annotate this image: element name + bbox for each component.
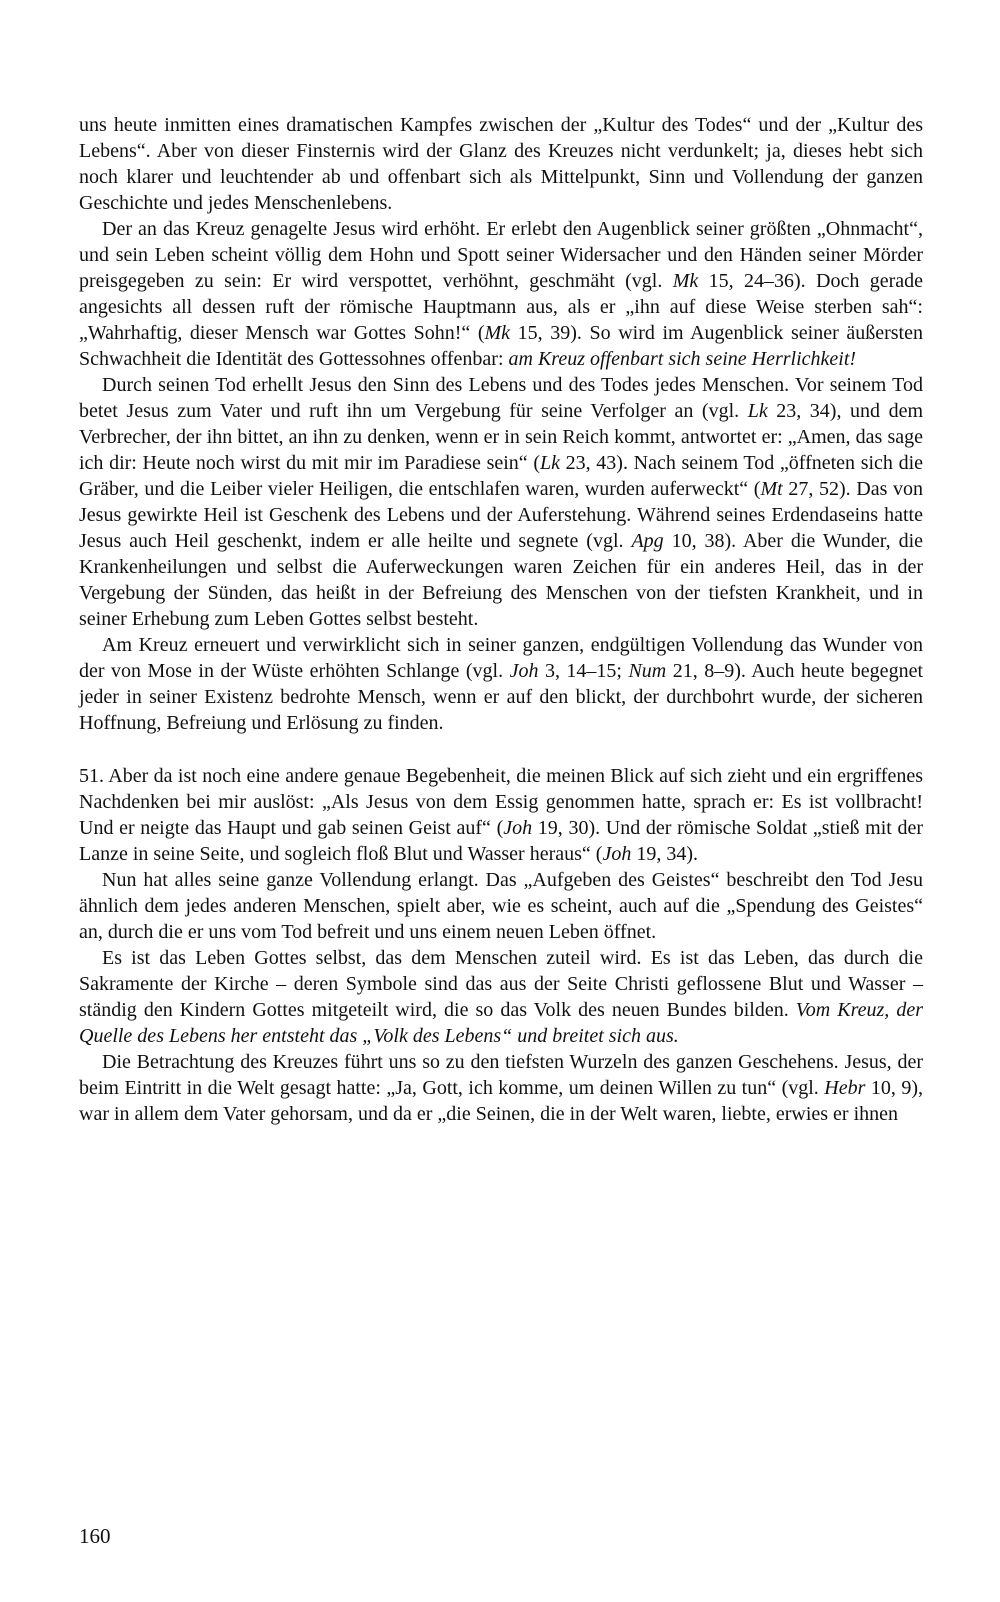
text-run: Die Betrachtung des Kreuzes führt uns so zu den tiefsten Wurzeln des ganzen Geschehens. Jesus, der beim Eintritt in die Welt gesagt hatte: „Ja, Gott, ich komme, um deinen Willen zu tun“ (vgl.: [79, 1051, 923, 1099]
italic-text: Lk: [747, 400, 768, 422]
text-run: Es ist das Leben Gottes selbst, das dem Menschen zuteil wird. Es ist das Leben, das durch die Sakramente der Kirche – deren Symbole sind das aus der Seite Christi geflossene Blut und Wasser – ständig den Kindern Gottes mitgeteilt wird, die so das Volk des neuen Bundes bilden.: [79, 947, 923, 1021]
text-run: 10, 38). Aber die Wunder, die Krankenheilungen und selbst die Auferweckungen waren Zeichen für ein anderes Heil, das in der Vergebung der Sünden, das heißt in der Befreiung des Menschen von der tiefsten Krankheit, und in seiner Erhebung zum Leben Gottes selbst besteht.: [79, 530, 924, 630]
italic-text: Joh: [509, 660, 539, 682]
page-number: 160: [79, 1524, 111, 1548]
text-run: 10, 9), war in allem dem Vater gehorsam, und da er „die Seinen, die in der Welt waren, liebte, erwies er ihnen: [79, 1077, 923, 1125]
text-run: Durch seinen Tod erhellt Jesus den Sinn des Lebens und des Todes jedes Menschen. Vor seinem Tod betet Jesus zum Vater und ruft ihn um Vergebung für seine Verfolger an (vgl.: [79, 374, 923, 422]
italic-text: Apg: [631, 530, 664, 552]
paragraph: [79, 945, 923, 1049]
text-run: 3, 14–15;: [538, 660, 629, 682]
paragraph: [79, 372, 923, 632]
text-run: Der an das Kreuz genagelte Jesus wird erhöht. Er erlebt den Augenblick seiner größten „Ohnmacht“, und sein Leben scheint völlig dem Hohn und Spott seiner Widersacher und den Händen seiner Mörder preisgegeben zu sein: Er wird verspottet, verhöhnt, geschmäht (vgl.: [79, 218, 923, 292]
text-run: 19, 30). Und der römische Soldat „stieß mit der Lanze in seine Seite, und sogleich floß Blut und Wasser heraus“ (: [79, 817, 923, 865]
text-run: 15, 39). So wird im Augenblick seiner äußersten Schwachheit die Identität des Gottessohnes offenbar:: [79, 322, 923, 370]
paragraph-section-51: [79, 763, 923, 867]
text-run: 27, 52). Das von Jesus gewirkte Heil ist Geschenk des Lebens und der Auferstehung. Während seines Erdendaseins hatte Jesus auch Heil geschenkt, indem er alle heilte und segnete (vgl.: [79, 478, 924, 552]
text-run: 21, 8–9). Auch heute begegnet jeder in seiner Existenz bedrohte Mensch, wenn er auf den blickt, der durchbohrt wurde, der sicheren Hoffnung, Befreiung und Erlösung zu finden.: [79, 660, 923, 734]
italic-text: Vom Kreuz, der Quelle des Lebens her entsteht das „Volk des Lebens“ und breitet sich aus.: [79, 999, 923, 1047]
page-body: [79, 112, 923, 1127]
italic-text: Joh: [602, 843, 632, 865]
italic-text: Lk: [540, 452, 560, 474]
italic-text: Num: [628, 660, 667, 682]
text-run: 51. Aber da ist noch eine andere genaue Begebenheit, die meinen Blick auf sich zieht und ein ergriffenes Nachdenken bei mir auslöst: „Als Jesus von dem Essig genommen hatte, sprach er: Es ist vollbracht! Und er neigte das Haupt und gab seinen Geist auf“ (: [79, 765, 923, 839]
text-run: 23, 43). Nach seinem Tod „öffneten sich die Gräber, und die Leiber vieler Heiligen, die entschlafen waren, wurden auferweckt“ (: [79, 452, 924, 500]
italic-text: Mk: [484, 322, 511, 344]
italic-text: Mk: [672, 270, 699, 292]
paragraph: [79, 867, 923, 945]
text-run: 19, 34).: [631, 843, 698, 865]
text-run: Am Kreuz erneuert und verwirklicht sich in seiner ganzen, endgültigen Vollendung das Wunder von der von Mose in der Wüste erhöhten Schlange (vgl.: [79, 634, 923, 682]
paragraph: [79, 1049, 923, 1127]
text-run: Nun hat alles seine ganze Vollendung erlangt. Das „Aufgeben des Geistes“ beschreibt den Tod Jesu ähnlich dem jedes anderen Menschen, spielt aber, wie es scheint, auch auf die „Spendung des Geistes“ an, durch die er uns vom Tod befreit und uns einem neuen Leben öffnet.: [79, 869, 923, 943]
paragraph: [79, 216, 923, 372]
paragraph: [79, 112, 923, 216]
text-run: 23, 34), und dem Verbrecher, der ihn bittet, an ihn zu denken, wenn er in sein Reich kommt, antwortet er: „Amen, das sage ich dir: Heute noch wirst du mit mir im Paradiese sein“ (: [79, 400, 924, 474]
italic-text: Mt: [760, 478, 783, 500]
text-run: uns heute inmitten eines dramatischen Kampfes zwischen der „Kultur des Todes“ und der „Kultur des Lebens“. Aber von dieser Finsternis wird der Glanz des Kreuzes nicht verdunkelt; ja, dieses hebt sich noch klarer und leuchtender ab und offenbart sich als Mittelpunkt, Sinn und Vollendung der ganzen Geschichte und jedes Menschenlebens.: [79, 114, 923, 214]
text-run: 15, 24–36). Doch gerade angesichts all dessen ruft der römische Hauptmann aus, als er „ihn auf diese Weise sterben sah“: „Wahrhaftig, dieser Mensch war Gottes Sohn!“ (: [79, 270, 923, 344]
paragraph: [79, 632, 923, 736]
italic-text: am Kreuz offenbart sich seine Herrlichkeit!: [508, 348, 857, 370]
italic-text: Joh: [503, 817, 533, 839]
italic-text: Hebr: [824, 1077, 866, 1099]
